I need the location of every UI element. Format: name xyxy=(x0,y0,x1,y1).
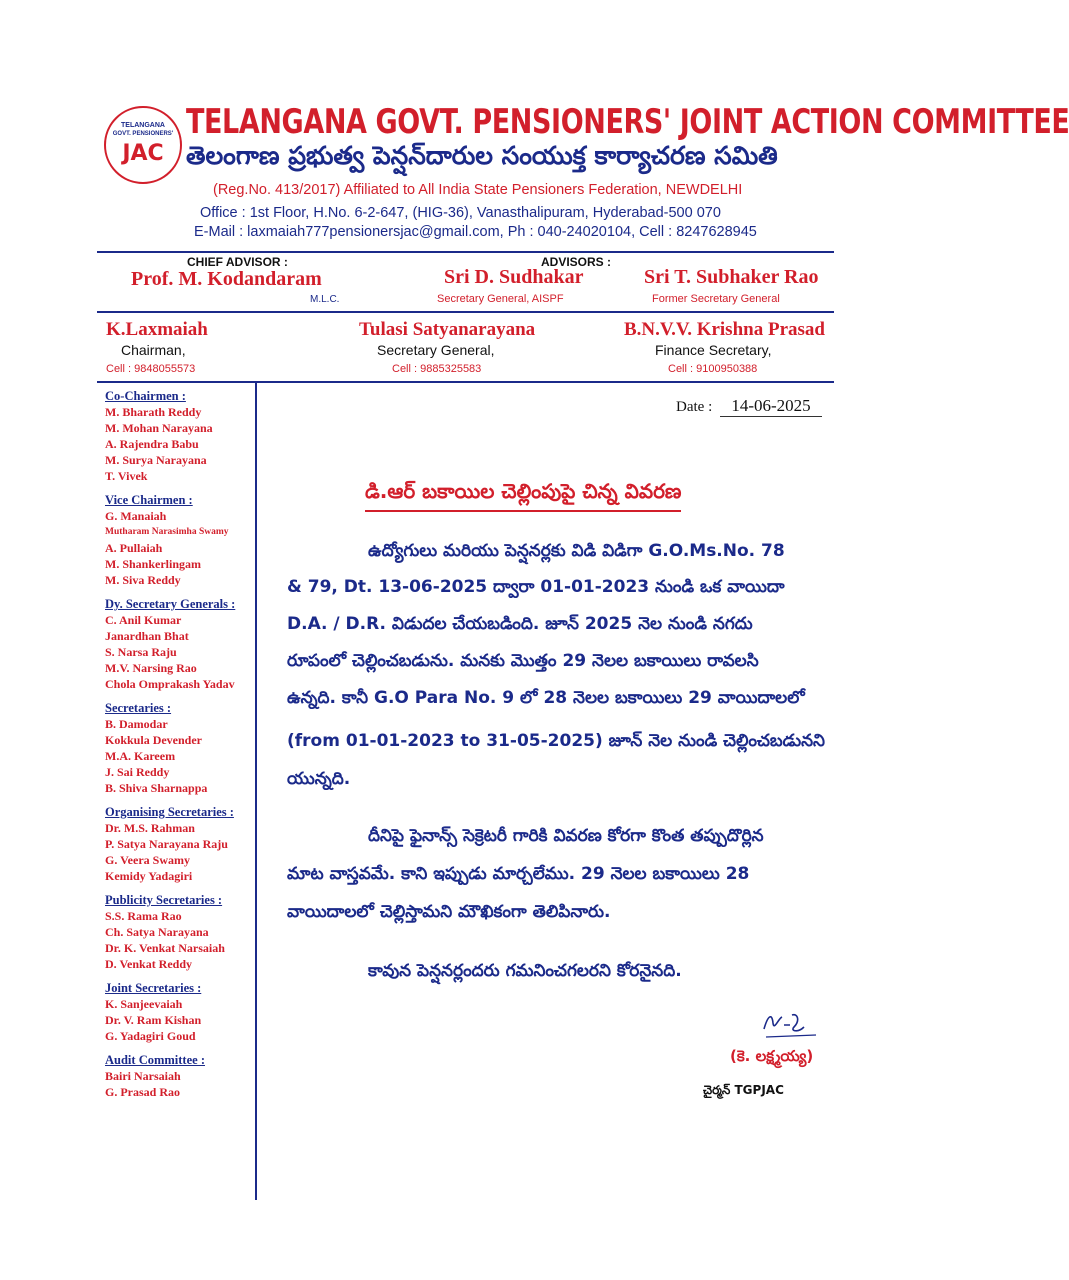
para1-line: రూపంలో చెల్లించబడును. మనకు మొత్తం 29 నెలల బకాయిలు రావలసి xyxy=(287,651,759,671)
member: Janardhan Bhat xyxy=(105,629,189,643)
bearer-3-cell: Cell : 9100950388 xyxy=(668,363,758,375)
group-organising-secretaries xyxy=(105,805,255,884)
bearer-1-cell: Cell : 9848055573 xyxy=(106,363,196,375)
chief-advisor-name: Prof. M. Kodandaram xyxy=(131,268,322,290)
chief-advisor-role: M.L.C. xyxy=(310,294,340,305)
bearer-1-name: K.Laxmaiah xyxy=(106,319,208,340)
registration-line: (Reg.No. 413/2017) Affiliated to All India State Pensioners Federation, NEWDELHI xyxy=(213,182,743,198)
group-title: Organising Secretaries : xyxy=(105,805,234,819)
member: M.V. Narsing Rao xyxy=(105,661,197,675)
group-co-chairmen xyxy=(105,389,255,484)
org-name-english: TELANGANA GOVT. PENSIONERS' JOINT ACTION COMMITTEE xyxy=(186,103,1069,142)
group-audit-committee xyxy=(105,1053,255,1100)
para1-line: యున్నది. xyxy=(287,769,351,789)
group-title: Dy. Secretary Generals : xyxy=(105,597,236,611)
member: G. Veera Swamy xyxy=(105,853,190,867)
bearer-2-role: Secretary General, xyxy=(377,342,495,358)
group-joint-secretaries xyxy=(105,981,255,1044)
advisors-divider xyxy=(97,311,834,313)
bearer-3-role: Finance Secretary, xyxy=(655,342,772,358)
header-divider xyxy=(97,251,834,253)
member: M.A. Kareem xyxy=(105,749,176,763)
para2-line: వాయిదాలలో చెల్లిస్తామని మౌఖికంగా తెలిపినారు. xyxy=(287,902,611,922)
group-vice-chairmen xyxy=(105,493,255,588)
advisor-2-name: Sri T. Subhaker Rao xyxy=(644,266,819,288)
date-label: Date : xyxy=(676,399,713,415)
member: B. Damodar xyxy=(105,717,168,731)
para1-line: & 79, Dt. 13-06-2025 ద్వారా 01-01-2023 నుండి ఒక వాయిదా xyxy=(287,577,785,597)
group-title: Audit Committee : xyxy=(105,1053,205,1067)
member: G. Prasad Rao xyxy=(105,1085,180,1099)
para1-line: ఉన్నది. కానీ G.O Para No. 9 లో 28 నెలల బకాయిలు 29 వాయిదాలలో xyxy=(287,688,805,708)
member: Kokkula Devender xyxy=(105,733,203,747)
para3-line: కావున పెన్షనర్లందరు గమనించగలరని కోరనైనది. xyxy=(368,961,682,981)
advisors-label: ADVISORS : xyxy=(541,255,612,269)
member: Bairi Narsaiah xyxy=(105,1069,181,1083)
member: Mutharam Narasimha Swamy xyxy=(105,527,229,537)
group-publicity-secretaries xyxy=(105,893,255,972)
member: G. Yadagiri Goud xyxy=(105,1029,196,1043)
signature-icon xyxy=(760,1005,820,1041)
jac-logo xyxy=(104,106,182,184)
para1-line: (from 01-01-2023 to 31-05-2025) జూన్ నెల నుండి చెల్లించబడునని xyxy=(287,731,825,751)
member: M. Surya Narayana xyxy=(105,453,207,467)
member: G. Manaiah xyxy=(105,509,167,523)
member: K. Sanjeevaiah xyxy=(105,997,183,1011)
para2-line: దీనిపై ఫైనాన్స్ సెక్రెటరీ గారికి వివరణ కోరగా కొంత తప్పుదొర్లిన xyxy=(368,826,764,846)
advisor-2-role: Former Secretary General xyxy=(652,293,780,305)
member: S.S. Rama Rao xyxy=(105,909,182,923)
letter-subject: డి.ఆర్ బకాయిల చెల్లింపుపై చిన్న వివరణ xyxy=(365,479,681,512)
bearer-1-role: Chairman, xyxy=(121,342,186,358)
advisor-1-name: Sri D. Sudhakar xyxy=(444,266,584,288)
member: M. Mohan Narayana xyxy=(105,421,213,435)
member: D. Venkat Reddy xyxy=(105,957,193,971)
office-address: Office : 1st Floor, H.No. 6-2-647, (HIG-36), Vanasthalipuram, Hyderabad-500 070 xyxy=(200,205,721,221)
group-secretaries xyxy=(105,701,255,796)
member: A. Pullaiah xyxy=(105,541,163,555)
group-title: Joint Secretaries : xyxy=(105,981,202,995)
date-value: 14-06-2025 xyxy=(720,396,822,417)
para2-line: మాట వాస్తవమే. కాని ఇప్పుడు మార్చలేము. 29 నెలల బకాయిలు 28 xyxy=(287,864,750,884)
member: Dr. V. Ram Kishan xyxy=(105,1013,202,1027)
bearer-2-cell: Cell : 9885325583 xyxy=(392,363,482,375)
member: M. Bharath Reddy xyxy=(105,405,202,419)
group-title: Vice Chairmen : xyxy=(105,493,193,507)
member: Ch. Satya Narayana xyxy=(105,925,209,939)
member: Chola Omprakash Yadav xyxy=(105,677,235,691)
logo-line-3: JAC xyxy=(122,141,164,166)
member: A. Rajendra Babu xyxy=(105,437,199,451)
member: C. Anil Kumar xyxy=(105,613,182,627)
org-name-telugu: తెలంగాణ ప్రభుత్వ పెన్షన్‌దారుల సంయుక్త కార్యాచరణ సమితి xyxy=(186,141,778,170)
member: M. Siva Reddy xyxy=(105,573,181,587)
member: Dr. K. Venkat Narsaiah xyxy=(105,941,225,955)
committee-sidebar xyxy=(105,389,255,1109)
bearers-divider xyxy=(97,381,834,383)
member: P. Satya Narayana Raju xyxy=(105,837,228,851)
member: S. Narsa Raju xyxy=(105,645,177,659)
signatory-name: (కె. లక్ష్మయ్య) xyxy=(730,1047,814,1065)
member: M. Shankerlingam xyxy=(105,557,202,571)
member: J. Sai Reddy xyxy=(105,765,170,779)
signatory-title: చైర్మన్ TGPJAC xyxy=(703,1083,784,1097)
chief-advisor-label: CHIEF ADVISOR : xyxy=(187,255,288,269)
bearer-2-name: Tulasi Satyanarayana xyxy=(359,319,536,340)
group-dy-secretary-generals xyxy=(105,597,255,692)
para1-line: ఉద్యోగులు మరియు పెన్షనర్లకు విడి విడిగా G.O.Ms.No. 78 xyxy=(368,541,785,561)
para1-line: D.A. / D.R. విడుదల చేయబడింది. జూన్ 2025 నెల నుండి నగదు xyxy=(287,614,753,634)
sidebar-divider xyxy=(255,382,257,1200)
member: B. Shiva Sharnappa xyxy=(105,781,208,795)
group-title: Publicity Secretaries : xyxy=(105,893,223,907)
logo-line-2: GOVT. PENSIONERS' xyxy=(112,131,174,137)
advisor-1-role: Secretary General, AISPF xyxy=(437,293,564,305)
logo-line-1: TELANGANA xyxy=(121,122,165,129)
member: Kemidy Yadagiri xyxy=(105,869,193,883)
contact-line: E-Mail : laxmaiah777pensionersjac@gmail.com, Ph : 040-24020104, Cell : 8247628945 xyxy=(194,224,757,240)
group-title: Co-Chairmen : xyxy=(105,389,186,403)
bearer-3-name: B.N.V.V. Krishna Prasad xyxy=(624,319,825,340)
member: T. Vivek xyxy=(105,469,148,483)
member: Dr. M.S. Rahman xyxy=(105,821,195,835)
group-title: Secretaries : xyxy=(105,701,172,715)
